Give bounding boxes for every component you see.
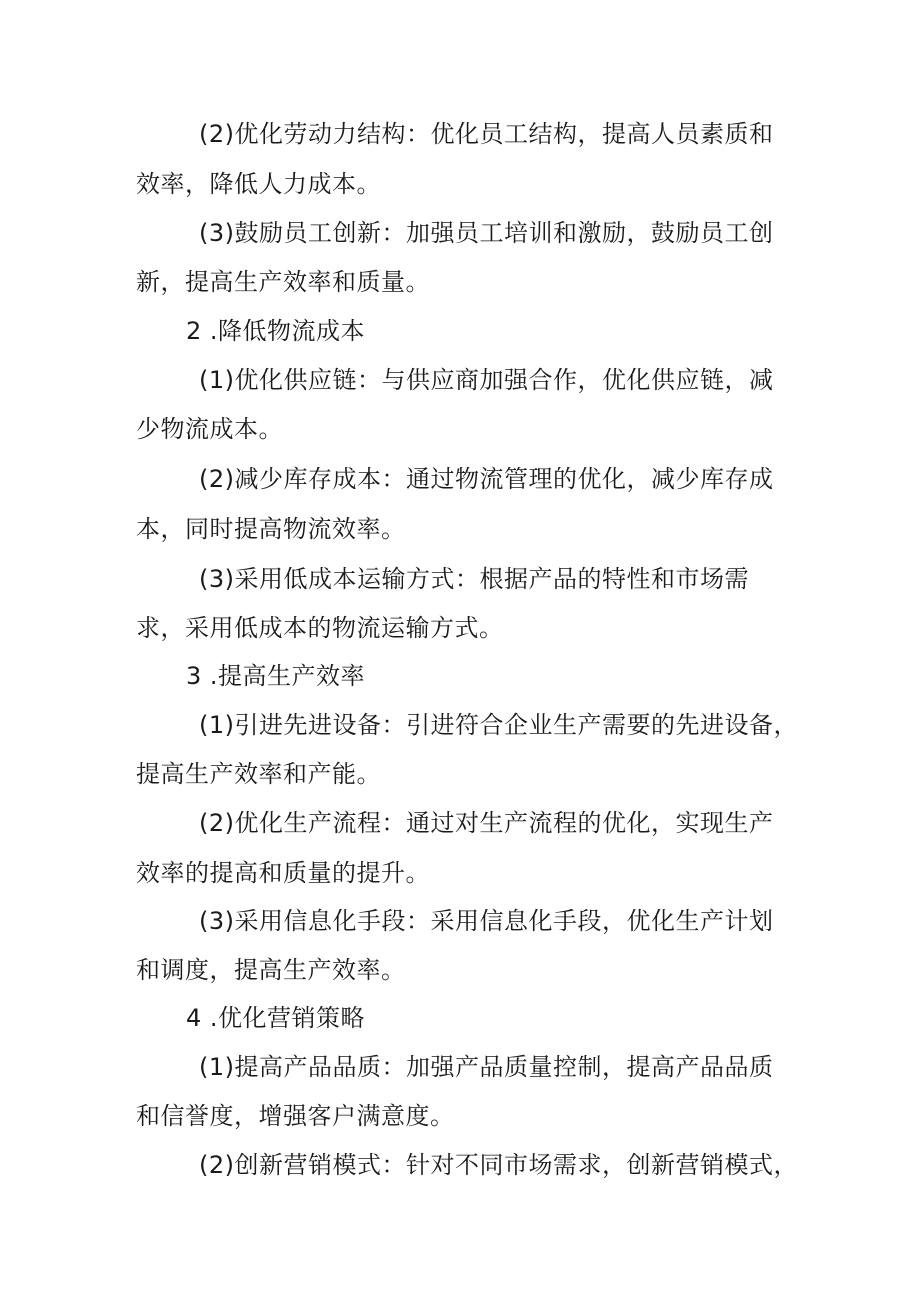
paragraph-line: (1)引进先进设备：引进符合企业生产需要的先进设备， [199, 711, 798, 739]
paragraph-line: (2)减少库存成本：通过物流管理的优化，减少库存成 [199, 465, 774, 493]
paragraph-line: (1)优化供应链：与供应商加强合作，优化供应链，减 [199, 366, 774, 394]
paragraph-line: (2)优化劳动力结构：优化员工结构，提高人员素质和 [199, 120, 774, 148]
paragraph-line: (3)采用信息化手段：采用信息化手段，优化生产计划 [199, 907, 774, 935]
paragraph-line: (3)鼓励员工创新：加强员工培训和激励，鼓励员工创 [199, 219, 774, 247]
paragraph-line: 求，采用低成本的物流运输方式。 [136, 614, 504, 642]
section-heading: 4 .优化营销策略 [186, 1004, 366, 1032]
paragraph-line: 提高生产效率和产能。 [136, 760, 381, 788]
section-heading: 3 .提高生产效率 [186, 662, 366, 690]
paragraph-line: (2)优化生产流程：通过对生产流程的优化，实现生产 [199, 809, 774, 837]
paragraph-line: 和信誉度，增强客户满意度。 [136, 1102, 455, 1130]
paragraph-line: 效率，降低人力成本。 [136, 170, 381, 198]
paragraph-line: 少物流成本。 [136, 415, 283, 443]
paragraph-line: 和调度，提高生产效率。 [136, 956, 406, 984]
section-heading: 2 .降低物流成本 [186, 317, 366, 345]
paragraph-line: 效率的提高和质量的提升。 [136, 859, 430, 887]
paragraph-line: (3)采用低成本运输方式：根据产品的特性和市场需 [199, 565, 749, 593]
paragraph-line: (2)创新营销模式：针对不同市场需求，创新营销模式， [199, 1151, 798, 1179]
paragraph-line: (1)提高产品品质：加强产品质量控制，提高产品品质 [199, 1053, 774, 1081]
paragraph-line: 新，提高生产效率和质量。 [136, 268, 430, 296]
paragraph-line: 本，同时提高物流效率。 [136, 515, 406, 543]
